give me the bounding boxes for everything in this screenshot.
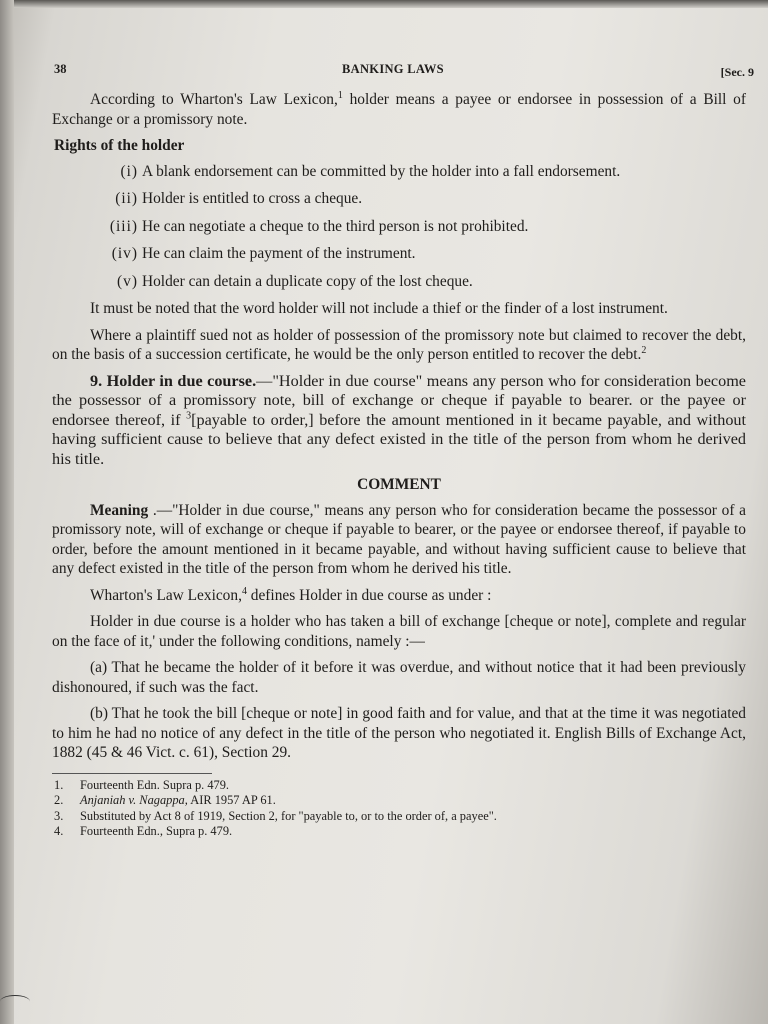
footnote-divider: [52, 773, 212, 774]
page-header: [50, 60, 760, 82]
rights-item: (iv) He can claim the payment of the instrument.: [111, 245, 416, 262]
page-top-edge: [0, 0, 768, 8]
footnote: 4. Fourteenth Edn., Supra p. 479.: [54, 824, 233, 838]
rights-item: (v) Holder can detain a duplicate copy of the lost cheque.: [117, 272, 473, 290]
section-marker: [Sec. 9: [720, 65, 754, 79]
book-spine-shadow: [0, 0, 14, 1024]
condition-b-paragraph: (b) That he took the bill [cheque or note] in good faith and for value, and that at the time it was negotiated to him he had no notice of any defect in the title of the person who negotiated it. English Bills of Exchange Act, 1882 (45 & 46 Vict. c. 61), Section 29.: [52, 705, 746, 761]
rights-item: (i) A blank endorsement can be committed by the holder into a fall endorsement.: [120, 162, 621, 180]
wharton-definition-intro: Wharton's Law Lexicon,$^4$ defines Holder in due course as under :: [90, 585, 492, 604]
definition-paragraph: Holder in due course is a holder who has taken a bill of exchange [cheque or note], complete and regular on the face of it,' under the following conditions, namely :—: [52, 613, 746, 650]
footnote: 2. Anjaniah v. Nagappa, AIR 1957 AP 61.: [54, 793, 276, 807]
running-head: BANKING LAWS: [342, 62, 444, 76]
section-9-paragraph: 9. Holder in due course.—"Holder in due course" means any person who for consideration become the possessor of a promissory note, bill of exchange or cheque if payable to bearer. or the payee or endorsee thereof, if $^3$[payable to order,] before the amount mentioned in it became payable, and without having sufficient cause to believe that any defect existed in the title of the person from whom he derived his title.: [52, 371, 746, 468]
rights-item: (iii) He can negotiate a cheque to the third person is not prohibited.: [109, 217, 529, 235]
intro-paragraph: According to Wharton's Law Lexicon,$^1$ holder means a payee or endorsee in possession of a Bill of Exchange or a promissory note.: [52, 89, 747, 128]
page-body: [52, 90, 746, 840]
footnote: 3. Substituted by Act 8 of 1919, Section 2, for "payable to, or to the order of, a payee".: [54, 808, 497, 823]
plaintiff-paragraph: Where a plaintiff sued not as holder of possession of the promissory note but claimed to recover the debt, on the basis of a succession certificate, he would be the only person entitled to recover the debt.$^2$: [52, 326, 746, 363]
comment-heading: COMMENT: [357, 476, 441, 493]
rights-item: (ii) Holder is entitled to cross a cheque.: [115, 190, 363, 207]
page-number: 38: [54, 62, 67, 76]
meaning-paragraph: Meaning .—"Holder in due course," means any person who for consideration became the possessor of a promissory note, will of exchange or cheque if payable to bearer, or the payee or endorsee thereof, if payable to order, before the amount mentioned in it became payable, and without having sufficient cause to believe that any defect existed in the title of the person from whom he derived his title.: [52, 501, 746, 577]
page-curl-mark: [0, 995, 30, 1008]
footnote: 1. Fourteenth Edn. Supra p. 479.: [54, 777, 230, 792]
footnotes: [52, 778, 746, 840]
thief-note-paragraph: It must be noted that the word holder will not include a thief or the finder of a lost instrument.: [90, 300, 668, 317]
rights-heading: Rights of the holder: [54, 137, 185, 154]
condition-a-paragraph: (a) That he became the holder of it before it was overdue, and without notice that it had been previously dishonoured, if such was the fact.: [52, 659, 746, 696]
section-9-heading: 9. Holder in due course.: [90, 371, 257, 390]
